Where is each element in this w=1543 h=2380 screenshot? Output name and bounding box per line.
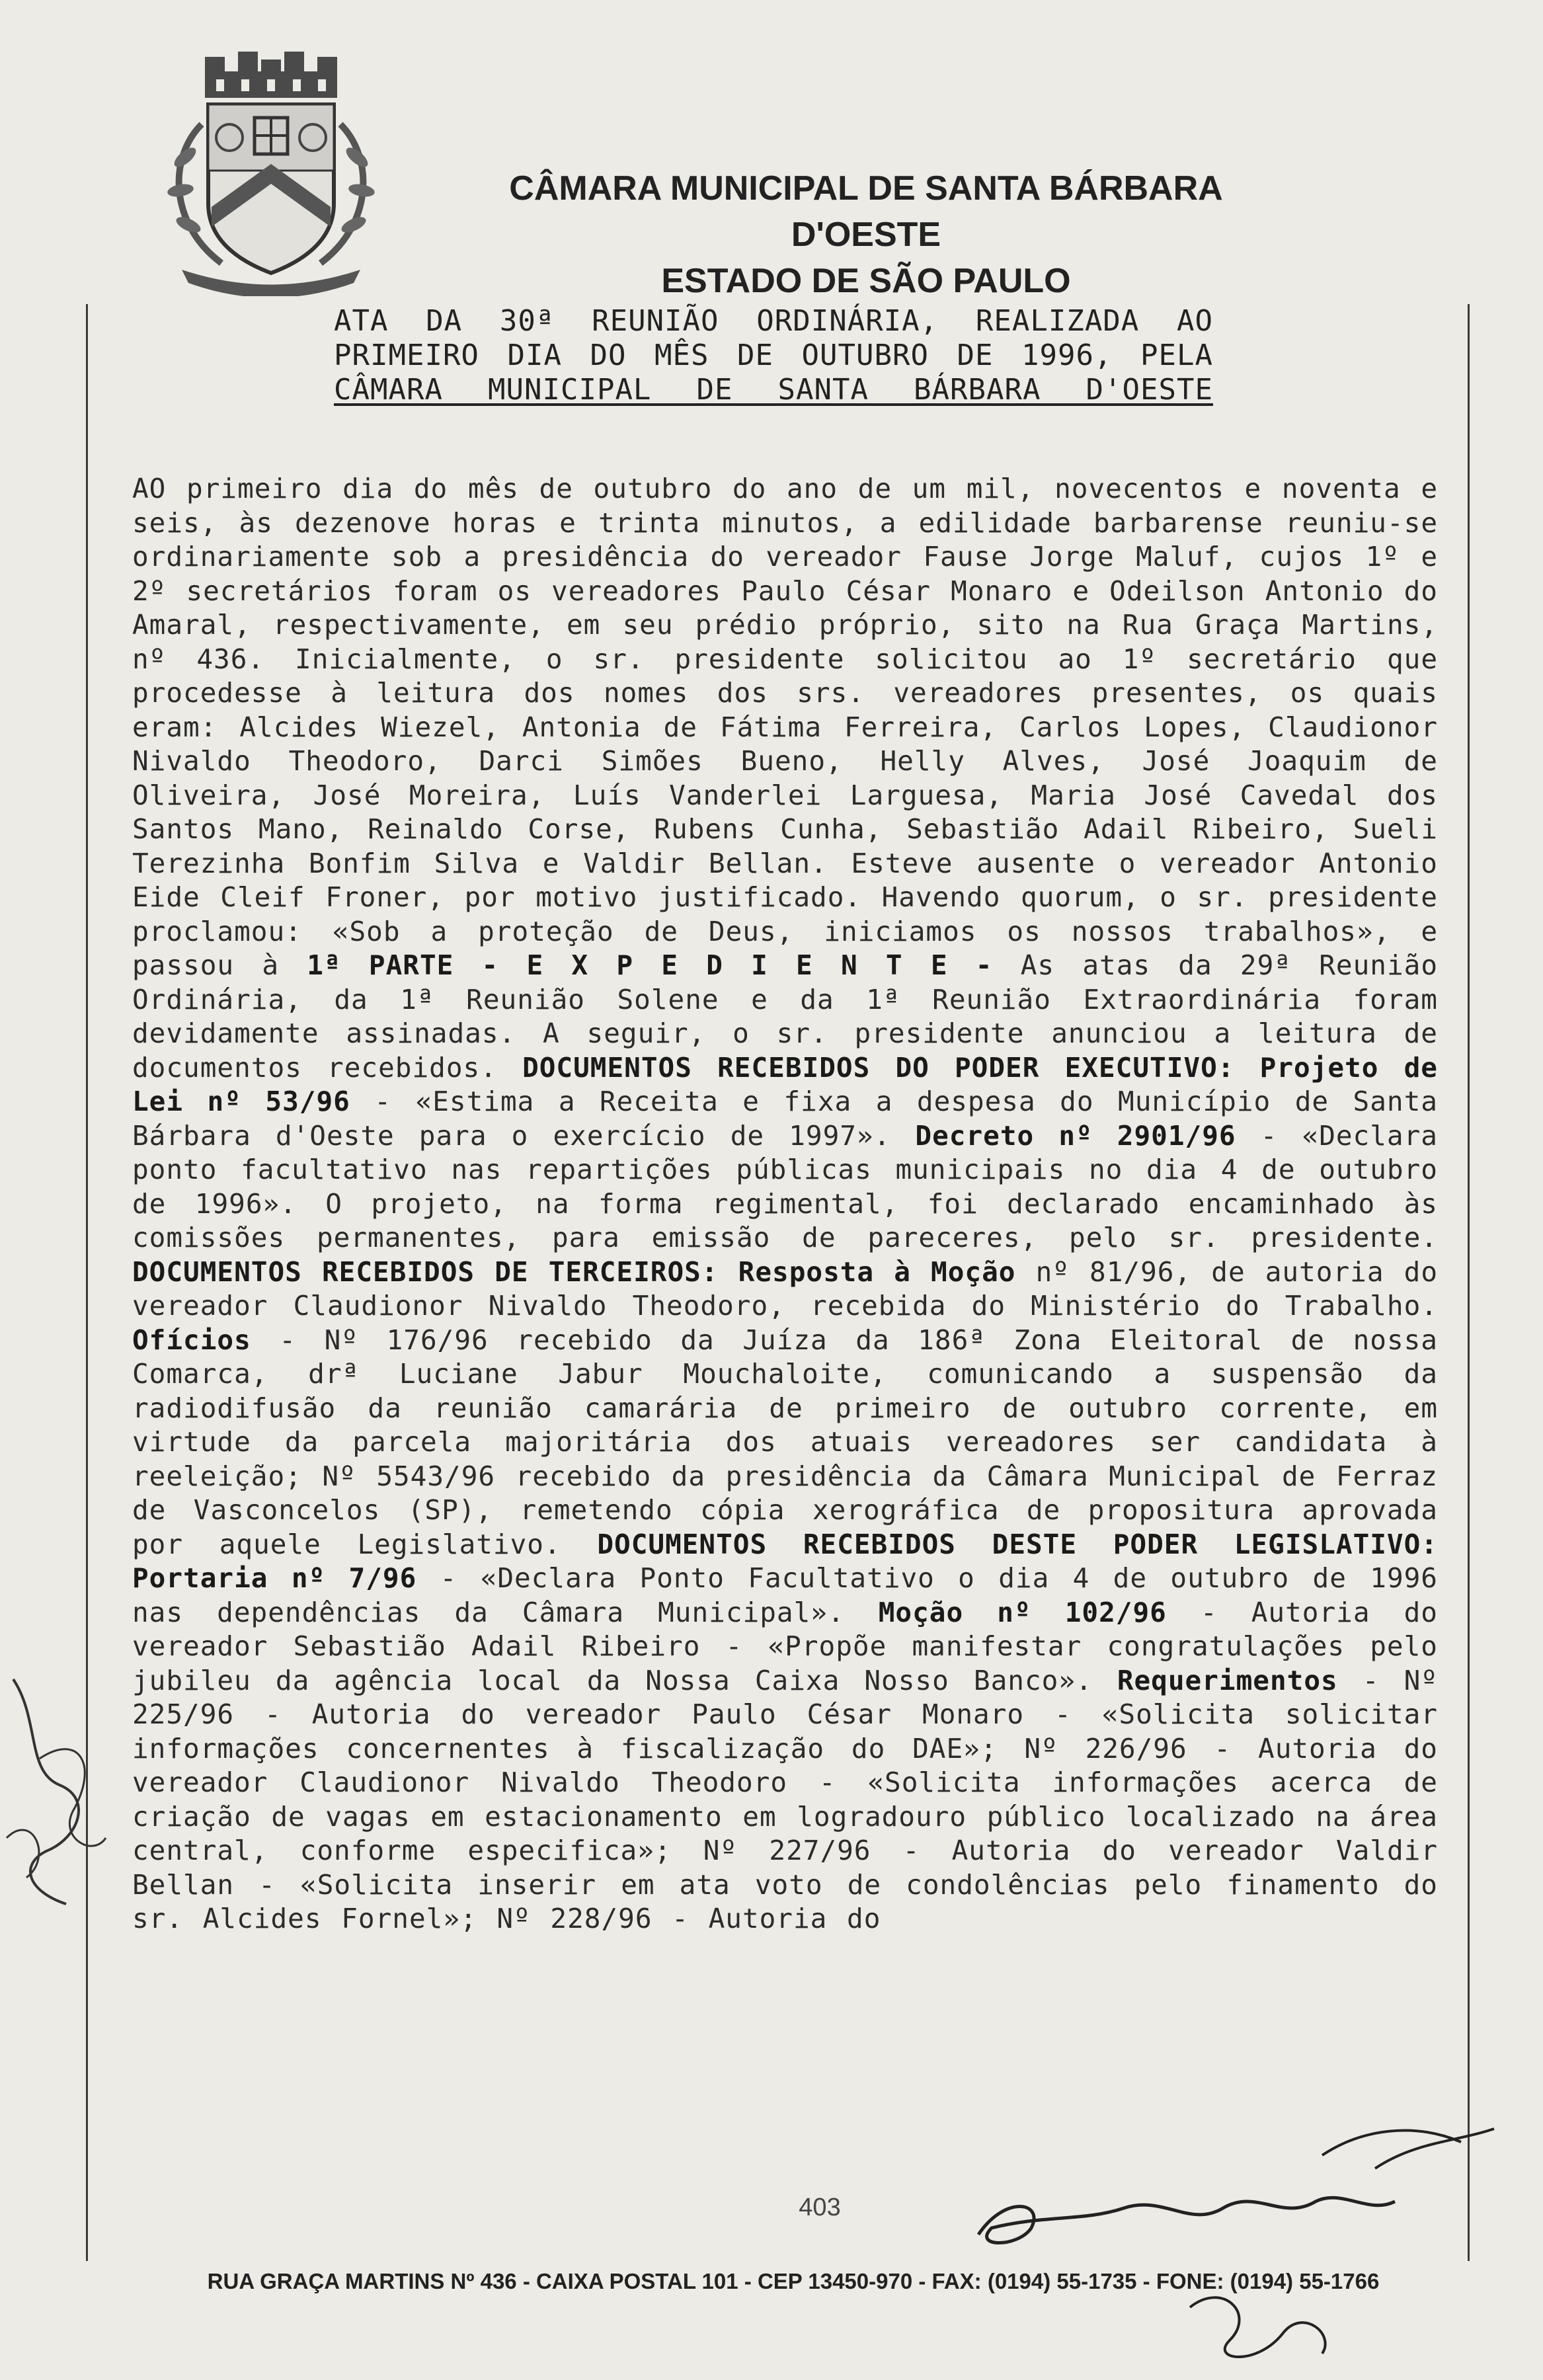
minutes-heading [334,304,1213,407]
section-executive-documents: DOCUMENTOS RECEBIDOS DO PODER EXECUTIVO: Projeto de Lei nº 53/96 [132,1051,1438,1117]
decree-label: Decreto nº 2901/96 [915,1119,1236,1152]
minutes-body [132,472,1438,1936]
body-text-segment: As atas da 29ª Reunião Ordinária, da 1ª Reunião Solene e da 1ª Reunião Extraordinária foram devidamente assinadas. A seguir, o sr. presidente anunciou a leitura de documentos recebidos. [132,949,1439,1084]
mocao-label: Moção nº 102/96 [878,1596,1167,1628]
left-margin-rule [86,304,88,2261]
footer-address: RUA GRAÇA MARTINS Nº 436 - CAIXA POSTAL 101 - CEP 13450-970 - FAX: (0194) 55-1735 - FONE: (0194) 55-1766 [207,2269,1380,2293]
body-text-segment: AO primeiro dia do mês de outubro do ano de um mil, novecentos e noventa e seis, às dezenove horas e trinta minutos, a edilidade barbarense reuniu-se ordinariamente sob a presidência do vereador Fause Jorge Maluf, cujos 1º e 2º secretários foram os vereadores Paulo César Monaro e Odeilson Antonio do Amaral, respectivamente, em seu prédio próprio, sito na Rua Graça Martins, nº 436. Inicialmente, o sr. presidente solicitou ao 1º secretário que procedesse à leitura dos nomes dos srs. vereadores presentes, os quais eram: Alcides Wiezel, Antonia de Fátima Ferreira, Carlos Lopes, Claudionor Nivaldo Theodoro, Darci Simões Bueno, Helly Alves, José Joaquim de Oliveira, José Moreira, Luís Vanderlei Larguesa, Maria José Cavedal dos Santos Mano, Reinaldo Corse, Rubens Cunha, Sebastião Adail Ribeiro, Sueli Terezinha Bonfim Silva e Valdir Bellan. Esteve ausente o vereador Antonio Eide Cleif Froner, por motivo justificado. Havendo quorum, o sr. presidente proclamou: «Sob a proteção de Deus, iniciamos os nossos trabalhos», e passou à [132,473,1438,981]
body-text-segment: - Nº 176/96 recebido da Juíza da 186ª Zona Eleitoral de nossa Comarca, drª Luciane Jabur Mouchaloite, comunicando a suspensão da radiodifusão da reunião camarária de primeiro de outubro corrente, em virtude da parcela majoritária dos atuais vereadores ser candidata à reeleição; Nº 5543/96 recebido da presidência da Câmara Municipal de Ferraz de Vasconcelos (SP), remetendo cópia xerográfica de propositura aprovada por aquele Legislativo. [132,1324,1438,1560]
heading-line-3: CÂMARA MUNICIPAL DE SANTA BÁRBARA D'OESTE [334,373,1213,407]
heading-line-2: PRIMEIRO DIA DO MÊS DE OUTUBRO DE 1996, PELA [334,338,1213,372]
heading-line-1: ATA DA 30ª REUNIÃO ORDINÁRIA, REALIZADA AO [334,304,1213,338]
institution-name: CÂMARA MUNICIPAL DE SANTA BÁRBARA D'OESTE [509,169,1223,254]
page-number: 403 [799,2194,841,2221]
body-text-segment: - Autoria do vereador Sebastião Adail Ribeiro - «Propõe manifestar congratulações pelo jubileu da agência local da Nossa Caixa Nosso Banco». [132,1596,1438,1696]
section-legislative-documents: DOCUMENTOS RECEBIDOS DESTE PODER LEGISLATIVO: Portaria nº 7/96 [132,1528,1438,1594]
oficios-label: Ofícios [132,1324,251,1356]
margin-signature [0,1640,119,1917]
body-text-segment: - «Declara ponto facultativo nas repartições públicas municipais no dia 4 de outubro de 1996». O projeto, na forma regimental, foi declarado encaminhado às comissões permanentes, para emissão de pareceres, pelo sr. presidente. [132,1119,1438,1253]
right-margin-rule [1468,304,1470,2261]
institution-header [456,165,1276,304]
coat-of-arms-seal [155,52,387,296]
bottom-signature [912,2116,1507,2380]
body-text-segment: - Nº 225/96 - Autoria do vereador Paulo César Monaro - «Solicita solicitar informações concernentes à fiscalização do DAE»; Nº 226/96 - Autoria do vereador Claudionor Nivaldo Theodoro - «Solicita informações acerca de criação de vagas em estacionamento em logradouro público localizado na área central, conforme especifica»; Nº 227/96 - Autoria do vereador Valdir Bellan - «Solicita inserir em ata voto de condolências pelo finamento do sr. Alcides Fornel»; Nº 228/96 - Autoria do [132,1664,1438,1934]
section-third-party-documents: DOCUMENTOS RECEBIDOS DE TERCEIROS: Resposta à Moção [132,1255,1016,1288]
section-expediente: 1ª PARTE - E X P E D I E N T E - [307,949,993,981]
body-text-segment: - «Estima a Receita e fixa a despesa do Município de Santa Bárbara d'Oeste para o exercício de 1997». [132,1086,1438,1152]
institution-state: ESTADO DE SÃO PAULO [661,262,1071,300]
requerimentos-label: Requerimentos [1117,1664,1338,1696]
body-text-segment: - «Declara Ponto Facultativo o dia 4 de outubro de 1996 nas dependências da Câmara Municipal». [132,1562,1438,1628]
body-text-segment: nº 81/96, de autoria do vereador Claudionor Nivaldo Theodoro, recebida do Ministério do Trabalho. [132,1255,1439,1322]
